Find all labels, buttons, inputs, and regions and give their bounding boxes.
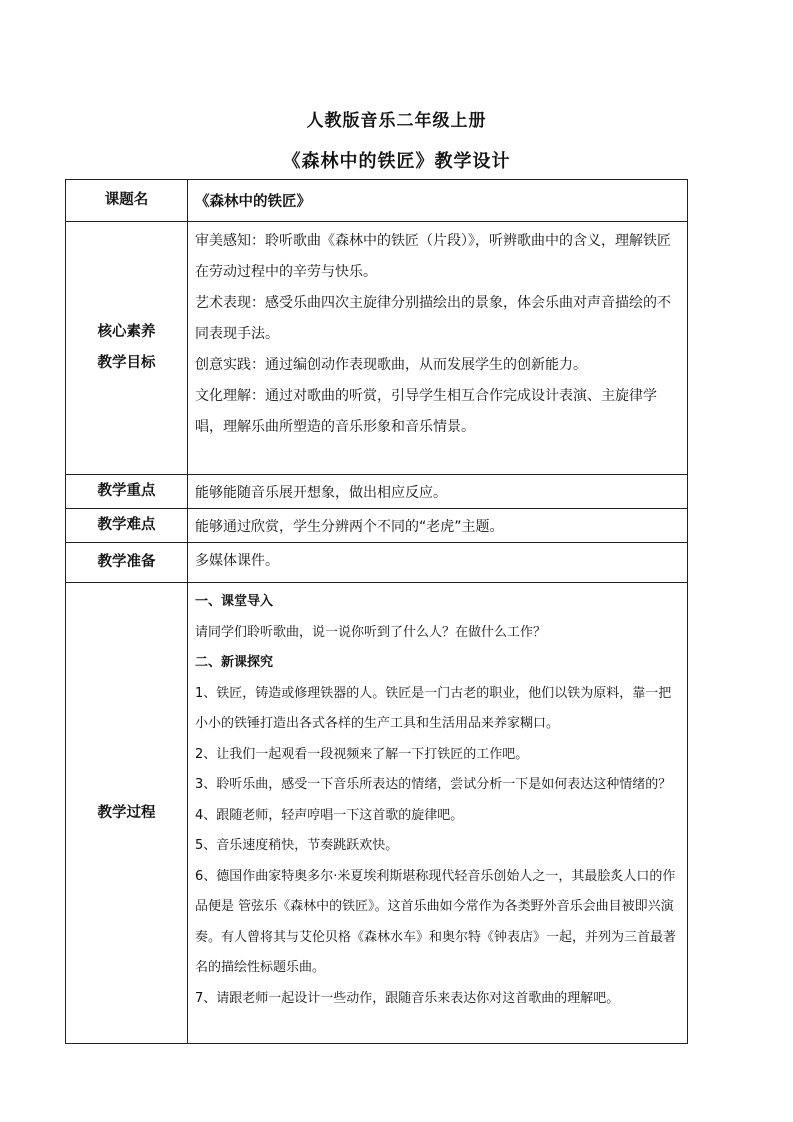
process-step-5: 5、音乐速度稍快，节奏跳跃欢快。: [195, 838, 399, 853]
value-goals: [188, 222, 688, 475]
label-difficulty: 教学难点: [66, 509, 188, 543]
label-goals-line2: 教学目标: [97, 355, 156, 371]
goal-creative: 创意实践：通过编创动作表现歌曲，从而发展学生的创新能力。: [195, 357, 587, 373]
process-section1-title: 一、课堂导入: [195, 594, 274, 609]
goal-culture: 文化理解：通过对歌曲的听赏，引导学生相互合作完成设计表演、主旋律学唱，理解乐曲所塑造的音乐形象和音乐情景。: [195, 388, 657, 435]
process-step-6: 6、德国作曲家特奥多尔·米夏埃利斯堪称现代轻音乐创始人之一，其最脍炙人口的作品便是 管弦乐《森林中的铁匠》。这首乐曲如今常作为各类野外音乐会曲目被即兴演奏。有人曾将其与艾伦贝格《森林水车》和奥尔特《钟表店》一起，并列为三首最著名的描绘性标题乐曲。: [195, 868, 677, 975]
document-subtitle: 《森林中的铁匠》教学设计: [282, 151, 511, 172]
label-key-point: 教学重点: [66, 475, 188, 509]
process-step-3: 3、聆听乐曲，感受一下音乐所表达的情绪，尝试分析一下是如何表达这种情绪的？: [195, 777, 672, 792]
row-goals: [66, 222, 688, 475]
process-section1-text: 请同学们聆听歌曲，说一说你听到了什么人？在做什么工作？: [195, 624, 547, 640]
value-key-point: 能够能随音乐展开想象，做出相应反应。: [188, 475, 688, 509]
value-difficulty: 能够通过欣赏，学生分辨两个不同的“老虎”主题。: [188, 509, 688, 543]
label-preparation: 教学准备: [66, 543, 188, 583]
row-difficulty: [66, 509, 688, 543]
process-section2-title: 二、新课探究: [195, 655, 274, 670]
row-preparation: [66, 543, 688, 583]
row-topic: [66, 180, 688, 222]
goal-aesthetic: 审美感知：聆听歌曲《森林中的铁匠（片段）》，听辨歌曲中的含义，理解铁匠在劳动过程中的辛劳与快乐。: [195, 233, 671, 280]
value-preparation: 多媒体课件。: [188, 543, 688, 583]
process-step-4: 4、跟随老师，轻声哼唱一下这首歌的旋律吧。: [195, 807, 464, 823]
lesson-plan-table: [65, 179, 688, 1044]
goal-expression: 艺术表现：感受乐曲四次主旋律分别描绘出的景象，体会乐曲对声音描绘的不同表现手法。: [195, 295, 671, 342]
row-key-point: [66, 475, 688, 509]
process-step-7: 7、请跟老师一起设计一些动作，跟随音乐来表达你对这首歌曲的理解吧。: [195, 990, 620, 1006]
label-goals: [66, 222, 188, 475]
document-title: 人教版音乐二年级上册: [306, 111, 487, 131]
process-step-1: 1、铁匠，铸造或修理铁器的人。铁匠是一门古老的职业，他们以铁为原料，靠一把小小的铁锤打造出各式各样的生产工具和生活用品来养家糊口。: [195, 685, 672, 731]
row-process: [66, 583, 688, 1044]
value-topic: 《森林中的铁匠》: [188, 180, 688, 222]
label-goals-line1: 核心素养: [97, 324, 156, 340]
label-topic: 课题名: [66, 180, 188, 222]
value-process: [188, 583, 688, 1044]
process-step-2: 2、让我们一起观看一段视频来了解一下打铁匠的工作吧。: [195, 746, 529, 762]
label-process: 教学过程: [66, 583, 188, 1044]
